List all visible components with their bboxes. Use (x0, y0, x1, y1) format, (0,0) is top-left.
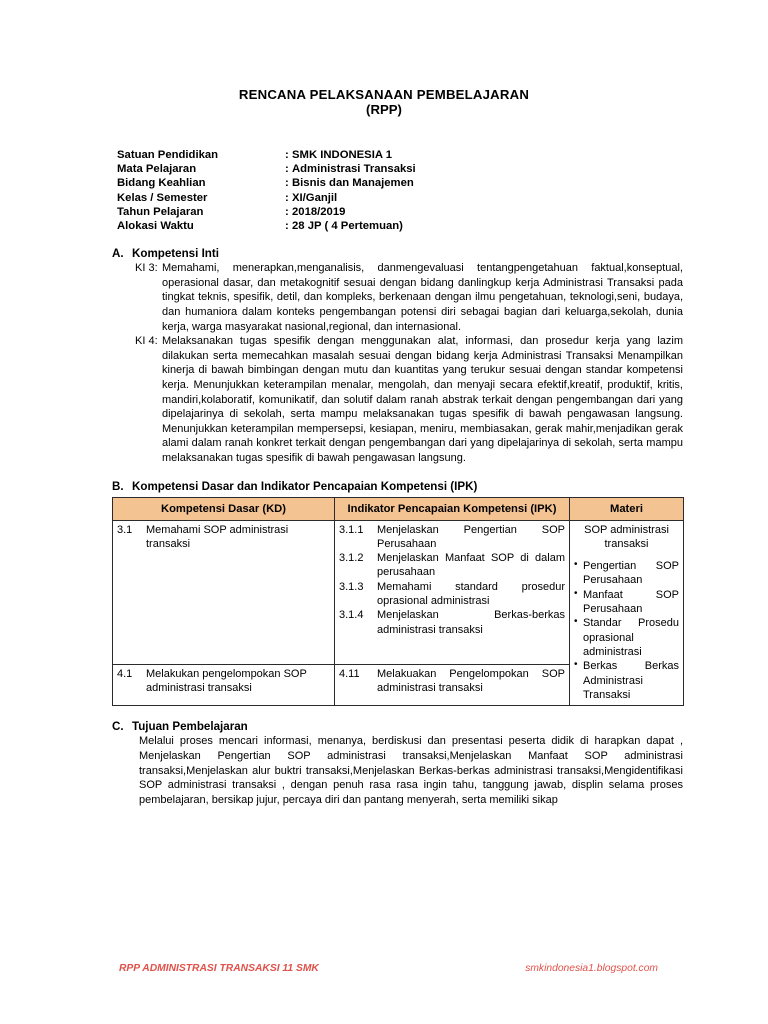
meta-row-tahun-pelajaran (117, 205, 768, 219)
section-title: Kompetensi Dasar dan Indikator Pencapaian Kompetensi (IPK) (132, 479, 478, 493)
section-heading-kompetensi-dasar (0, 480, 768, 493)
ki-text: Melaksanakan tugas spesifik dengan menggunakan alat, informasi, dan prosedur kerja yang lazim dilakukan serta memecahkan masalah sesuai dengan bidang kerja Administrasi Transaksi Menampilkan kinerja di bawah bimbingan dengan mutu dan kuantitas yang terukur sesuai dengan standar kompetensi kerja. Menunjukkan keterampilan menalar, mengolah, dan menyaji secara efektif,kreatif, produktif, kritis, mandiri,kolaboratif, komunikatif, dan solutif dalam ranah abstrak terkait dengan pengembangan dari yang dipelajarinya di sekolah, serta mampu melaksanakan tugas spesifik di bawah pengawasan langsung. Menunjukkan keterampilan mempersepsi, kesiapan, meniru, membiasakan, gerak mahir,menjadikan gerak alami dalam ranah konkret terkait dengan pengembangan dari yang dipelajarinya di sekolah, serta mampu melaksanakan tugas spesifik di bawah pengawasan langsung. (162, 335, 683, 464)
kd-number: 3.1 (117, 523, 133, 536)
column-header-materi: Materi (570, 497, 684, 520)
ipk-number: 3.1.1 (339, 523, 364, 536)
section-title: Tujuan Pembelajaran (132, 720, 248, 734)
column-header-kompetensi-dasar: Kompetensi Dasar (KD) (113, 497, 335, 520)
ipk-text: Memahami standard prosedur oprasional administrasi (377, 580, 565, 608)
meta-row-alokasi-waktu (117, 219, 768, 233)
meta-value: 2018/2019 (292, 205, 346, 218)
kompetensi-inti-item-ki4 (135, 334, 683, 465)
ipk-text: Menjelaskan Pengertian SOP Perusahaan (377, 523, 565, 550)
ki-label: KI 3: (135, 262, 158, 275)
cell-kompetensi-dasar-4-1 (113, 664, 335, 705)
ipk-text: Menjelaskan Manfaat SOP di dalam perusahaan (377, 552, 565, 579)
table-row (113, 520, 684, 664)
ipk-text: Melakuakan Pengelompokan SOP administrasi transaksi (377, 667, 565, 694)
meta-value: 28 JP ( 4 Pertemuan) (292, 220, 403, 233)
cell-indikator-3-1 (335, 520, 570, 664)
ipk-item (339, 551, 565, 580)
document-title: RENCANA PELAKSANAAN PEMBELAJARAN (238, 87, 530, 102)
footer-left-text: RPP ADMINISTRASI TRANSAKSI 11 SMK (119, 963, 319, 974)
kd-ipk-table-wrapper (0, 497, 768, 707)
list-item: • Pengertian SOP Perusahaan (574, 559, 679, 588)
kompetensi-inti-list (0, 261, 768, 465)
ipk-item (339, 608, 565, 637)
meta-colon: : (285, 205, 289, 218)
page-footer (0, 963, 768, 974)
kompetensi-inti-item-ki3 (135, 261, 683, 334)
meta-row-mata-pelajaran (117, 162, 768, 176)
meta-label: Satuan Pendidikan (117, 149, 219, 161)
ki-label: KI 4: (135, 335, 158, 348)
ipk-item (339, 523, 565, 552)
ki-text: Memahami, menerapkan,menganalisis, danmengevaluasi tentangpengetahuan faktual,konseptual, operasional dasar, dan metakognitif sesuai dengan bidang danlingkup kerja Administrasi Transaksi pada tingkat teknis, spesifik, detil, dan kompleks, berkenaan dengan ilmu pengetahuan, teknologi,seni, budaya, dan humaniora dalam konteks pengembangan potensi diri sebagai bagian dari keluarga,sekolah, dunia kerja, warga masyarakat nasional,regional, dan internasional. (162, 262, 683, 333)
document-meta-block (0, 148, 768, 233)
section-heading-kompetensi-inti (0, 247, 768, 260)
meta-value: Administrasi Transaksi (292, 163, 416, 176)
kd-text: Melakukan pengelompokan SOP administrasi transaksi (146, 667, 307, 694)
footer-right-text: smkindonesia1.blogspot.com (525, 963, 658, 974)
section-title: Kompetensi Inti (132, 247, 219, 261)
section-letter: C. (112, 720, 124, 734)
meta-colon: : (285, 177, 289, 190)
meta-label: Bidang Keahlian (117, 177, 206, 190)
ipk-number: 3.1.2 (339, 552, 364, 565)
table-header-row (113, 497, 684, 520)
ipk-item (339, 667, 565, 696)
ipk-text: Menjelaskan Berkas-berkas administrasi transaksi (377, 609, 565, 636)
materi-heading: SOP administrasi transaksi (584, 523, 669, 550)
meta-label: Kelas / Semester (117, 191, 208, 204)
section-heading-tujuan-pembelajaran (0, 720, 768, 733)
section-letter: A. (112, 247, 124, 261)
meta-label: Alokasi Waktu (117, 220, 194, 233)
meta-label: Tahun Pelajaran (117, 205, 204, 218)
meta-colon: : (285, 149, 289, 161)
meta-colon: : (285, 220, 289, 233)
meta-colon: : (285, 191, 289, 204)
ipk-item (339, 580, 565, 609)
meta-row-kelas-semester (117, 191, 768, 205)
materi-bullet-list (574, 559, 679, 702)
list-item: • Manfaat SOP Perusahaan (574, 588, 679, 617)
cell-materi (570, 520, 684, 706)
kd-item (117, 667, 330, 696)
ipk-number: 3.1.4 (339, 609, 364, 622)
list-item: • Berkas Berkas Administrasi Transaksi (574, 659, 679, 702)
cell-kompetensi-dasar-3-1 (113, 520, 335, 664)
tujuan-pembelajaran-body: Melalui proses mencari informasi, menanya, berdiskusi dan presentasi peserta didik di harapkan dapat , Menjelaskan Pengertian SOP administrasi transaksi,Menjelaskan Manfaat SOP administrasi transaksi,Menjelaskan alur buktri transaksi,Menjelaskan Berkas-berkas administrasi transaksi,Mengidentifikasi SOP administrasi transaksi , dengan penuh rasa rasa ingin tahu, tanggung jawab, displin selama proses pembelajaran, bersikap jujur, percaya diri dan pantang menyerah, serta memiliki sikap (139, 735, 683, 807)
section-letter: B. (112, 479, 124, 493)
kd-ipk-materi-table (112, 497, 684, 707)
meta-value: XI/Ganjil (292, 191, 338, 204)
meta-label: Mata Pelajaran (117, 163, 197, 176)
meta-row-satuan-pendidikan (117, 148, 768, 162)
meta-value: SMK INDONESIA 1 (292, 149, 393, 161)
kd-item (117, 523, 330, 552)
meta-colon: : (285, 163, 289, 176)
list-item: • Standar Prosedu oprasional administrasi (574, 616, 679, 659)
kd-number: 4.1 (117, 667, 133, 680)
ipk-number: 3.1.3 (339, 580, 364, 593)
column-header-indikator-pencapaian: Indikator Pencapaian Kompetensi (IPK) (335, 497, 570, 520)
cell-indikator-4-1 (335, 664, 570, 705)
kd-text: Memahami SOP administrasi transaksi (146, 523, 289, 550)
meta-row-bidang-keahlian (117, 176, 768, 190)
document-subtitle: (RPP) (366, 102, 402, 117)
meta-value: Bisnis dan Manajemen (292, 177, 414, 190)
ipk-number: 4.11 (339, 667, 360, 680)
